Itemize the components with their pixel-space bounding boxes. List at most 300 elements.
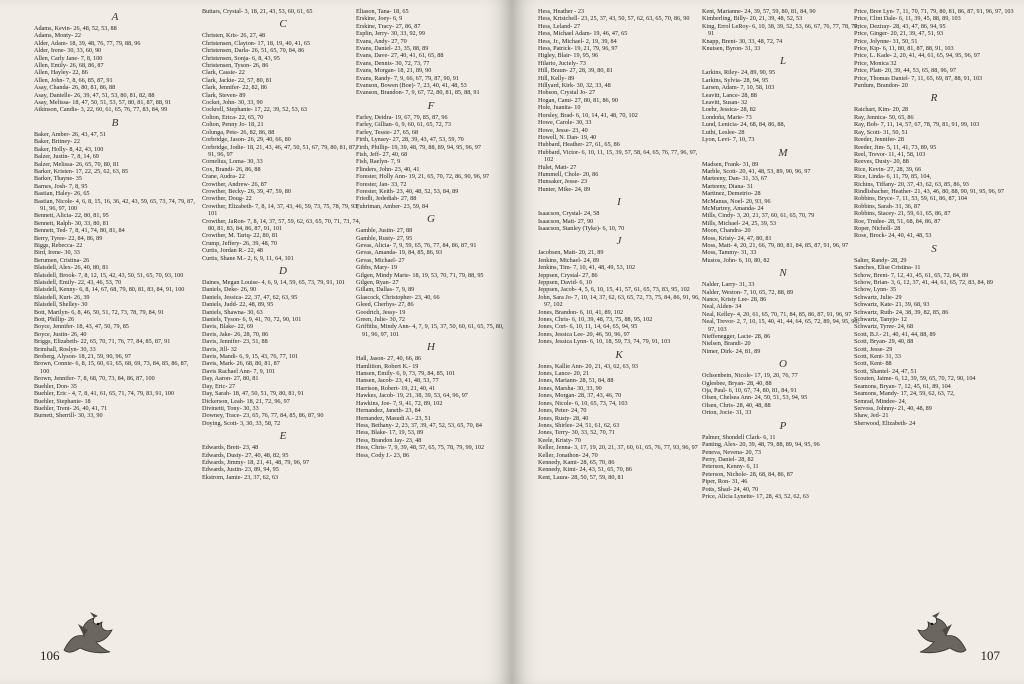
index-entry: Moss, Tammy- 31, 33 — [702, 249, 757, 257]
index-entry: Evans, Andy- 27, 70 — [356, 37, 407, 45]
section-letter: F — [427, 99, 435, 112]
page-number: 106 — [40, 648, 60, 663]
index-entry: Baker, Holly- 8, 42, 43, 100 — [34, 145, 104, 153]
section-letter: P — [779, 419, 787, 432]
index-entry: Ray, Jennica- 50, 65, 86 — [854, 113, 914, 121]
index-entry: Burnett, Sherrill- 30, 33, 90 — [34, 412, 103, 420]
index-entry: Gibbs, Mary- 19 — [356, 264, 398, 272]
index-entry: Schwartz, Ruth- 24, 38, 39, 82, 85, 86 — [854, 308, 949, 316]
index-entry: Hall, Jason- 27, 40, 66, 86 — [356, 355, 422, 363]
index-entry: Bennett, Alicia- 22, 80, 81, 95 — [34, 212, 109, 220]
index-entry: Kennedy, Kami- 28, 65, 70, 86 — [538, 458, 615, 466]
index-entry: Blaisdell, Alex- 26, 40, 80, 81 — [34, 264, 109, 272]
index-entry: Berry, Tyree- 22, 84, 86, 89 — [34, 234, 103, 242]
index-entry: Colton, Penny Jo- 18, 21 — [202, 121, 264, 129]
index-entry: McManus, Noel- 20, 93, 96 — [702, 197, 771, 205]
index-entry: Gleed, Cherhys- 27, 86 — [356, 301, 414, 309]
section-letter: G — [427, 213, 435, 226]
index-entry: Madsen, Frank- 31, 89 — [702, 160, 759, 168]
index-entry: Davis, Jake- 26, 28, 70, 86 — [202, 330, 269, 338]
index-entry: Nieffenegger, Lacie- 28, 86 — [702, 333, 771, 341]
index-entry: Forester, Jan- 33, 72 — [356, 180, 407, 188]
index-entry: Moss, Kristy- 24, 47, 80, 81 — [702, 234, 772, 242]
index-entry: Jones, Lance- 20, 21 — [538, 370, 590, 378]
index-entry: Downey, Trace- 23, 65, 76, 77, 84, 85, 86, 87, 90 — [202, 412, 324, 420]
index-entry: Nance, Kristy Lee- 28, 86 — [702, 296, 767, 303]
index-entry: Luthi, Leslee- 28 — [702, 128, 745, 136]
index-entry: Purdum, Brandon- 20 — [854, 82, 908, 90]
index-entry: Crowther, Andrew- 26, 87 — [202, 180, 267, 188]
index-entry: Jones, Jessica Lee- 20, 46, 50, 96, 97 — [538, 330, 630, 338]
index-entry: Hansen, Jacob- 23, 41, 48, 53, 77 — [356, 377, 439, 385]
index-entry: Esplin, Jerry- 30, 33, 92, 99 — [356, 30, 425, 38]
index-entry: Richins, Tiffany- 20, 37, 43, 62, 63, 85, 86, 93 — [854, 180, 969, 188]
index-entry: Larkins, Sylvia- 28, 94, 95 — [702, 76, 769, 84]
index-entry: Gamble, Rusty- 27, 95 — [356, 234, 413, 242]
index-entry: Kennedy, Kimi- 24, 43, 51, 65, 70, 86 — [538, 466, 632, 474]
index-entry: Knapp, Brent- 30, 33, 48, 72, 74 — [702, 37, 783, 45]
index-entry: Day, Sarah- 18, 47, 50, 51, 79, 80, 81, 91 — [202, 390, 304, 398]
index-entry: Biggs, Rebecca- 22 — [34, 241, 83, 249]
index-entry: Fish, Raelyn- 7, 9 — [356, 158, 401, 166]
index-entry: Boyce, Jennifer- 18, 43, 47, 50, 79, 85 — [34, 323, 129, 331]
index-entry: Bennett, Ted- 7, 8, 41, 74, 80, 81, 84 — [34, 227, 125, 235]
index-column — [356, 8, 506, 459]
index-entry: Jones, Kallie Ann- 20, 21, 43, 62, 63, 93 — [538, 362, 639, 370]
section-letter: B — [111, 116, 119, 129]
index-entry: Semrad, Mindee- 24, — [854, 397, 907, 405]
index-entry: Nalder, Larry- 31, 33 — [702, 281, 755, 289]
index-entry: Farley, Gillian- 6, 9, 60, 61, 65, 72, 73 — [356, 121, 451, 129]
index-entry: Seamons, Bryan- 7, 12, 45, 61, 89, 104 — [854, 382, 951, 390]
index-entry: Blaisdell, Brook- 7, 8, 12, 15, 42, 43, 50, 51, 65, 70, 93, 100 — [34, 271, 184, 279]
index-entry: Alder, Adam- 18, 39, 48, 76, 77, 79, 88, 96 — [34, 39, 141, 47]
index-entry: Schow, Lynn- 35 — [854, 286, 897, 294]
index-entry: Edwards, Brett- 23, 48 — [202, 444, 259, 452]
index-entry: Ekstrom, Jamie- 23, 37, 62, 63 — [202, 473, 279, 481]
index-entry: Jones, Brandon- 6, 10, 41, 89, 102 — [538, 308, 624, 316]
index-entry: Schwartz, Tanyjo- 12 — [854, 316, 907, 324]
index-entry: Price, Bree Lyn- 7, 11, 70, 71, 79, 80, 81, 86, 87, 91, 96, 97, 103 — [854, 8, 1014, 15]
index-entry: Hawkins, Joe- 7, 9, 41, 72, 89, 102 — [356, 399, 443, 407]
index-entry: Jones, Nicole- 6, 10, 65, 73, 74, 103 — [538, 399, 628, 407]
index-entry: Hess, Kristchell- 23, 25, 37, 43, 50, 57, 62, 63, 65, 70, 86, 90 — [538, 15, 690, 23]
index-entry: Peterson, Kenny- 6, 11 — [702, 463, 759, 471]
index-entry: Evans, Dennis- 30, 72, 73, 77 — [356, 59, 430, 67]
index-entry: Hunsaker, Jesse- 23 — [538, 178, 588, 186]
index-entry: Sherwood, Elizabeth- 24 — [854, 419, 916, 427]
index-entry: Hubbard, Heather- 27, 61, 65, 86 — [538, 141, 620, 149]
index-entry: Baker, Britney- 22 — [34, 138, 80, 146]
index-entry: Scott, Shantel- 24, 47, 51 — [854, 367, 917, 375]
index-entry: Isaacson, Stanley (Tyke)- 6, 10, 70 — [538, 224, 625, 232]
index-entry: Asay, Danielle- 26, 39, 47, 51, 53, 80, 81, 82, 88 — [34, 91, 155, 99]
index-entry: Balzer, Melissa- 26, 65, 70, 80, 81 — [34, 160, 120, 168]
index-entry: Hernandez, Masudi A.- 23, 51 — [356, 414, 431, 422]
index-entry: Hubbard, Victor- 6, 10, 11, 15, 39, 57, 58, 64, 65, 76, 77, 96, 97, 102 — [538, 148, 698, 164]
index-entry: Hess, Leland- 27 — [538, 22, 581, 30]
index-entry: Robbins, Stacey- 21, 59, 61, 65, 86, 87 — [854, 210, 951, 218]
index-entry: Asay, Chanda- 26, 80, 81, 86, 88 — [34, 84, 116, 92]
index-entry: Scott, Bryan- 29, 40, 88 — [854, 338, 914, 346]
index-entry: Evans, Daniel- 23, 35, 88, 89 — [356, 45, 429, 53]
index-entry: Hamlition, Robert K.- 19 — [356, 362, 419, 370]
index-entry: Jones, Morgan- 28, 37, 43, 46, 70 — [538, 392, 622, 400]
section-letter: I — [617, 196, 621, 209]
index-entry: Marteeny, Dan- 31, 33, 67 — [702, 175, 768, 183]
index-column — [854, 8, 1014, 427]
index-entry: Davis, Mandi- 6, 9, 15, 43, 76, 77, 101 — [202, 353, 299, 361]
index-entry: Christensen, Darla- 26, 51, 65, 70, 84, 86 — [202, 47, 305, 55]
index-entry: Gilgen, Ryan- 27 — [356, 279, 399, 286]
index-entry: Bott, Marilyn- 6, 8, 46, 50, 51, 72, 73, 78, 79, 84, 91 — [34, 308, 165, 316]
index-entry: Brown, Jennifer- 7, 8, 68, 70, 73, 84, 86, 87, 100 — [34, 375, 155, 383]
section-letter: N — [779, 267, 787, 280]
index-entry: Evanson, Brandon- 7, 9, 67, 72, 80, 81, 85, 88, 91 — [356, 89, 480, 97]
index-entry: Gevas, Amanda- 19, 84, 85, 86, 93 — [356, 249, 443, 257]
index-column — [202, 8, 364, 481]
index-column — [34, 8, 196, 420]
index-entry: Jones, Marsha- 30, 33, 90 — [538, 384, 602, 392]
index-entry: Hess, Jr., Michael- 2, 19, 39, 84 — [538, 37, 617, 45]
index-entry: Baker, Amber- 26, 43, 47, 51 — [34, 130, 106, 138]
index-entry: Christensen, Sonja- 6, 8, 43, 95 — [202, 54, 280, 62]
index-entry: Jenkins, Tim- 7, 10, 41, 48, 49, 53, 102 — [538, 264, 636, 272]
index-entry: Schow, Brian- 3, 6, 12, 37, 41, 44, 61, 65, 72, 83, 84, 89 — [854, 279, 993, 286]
index-entry: Glascock, Christopher- 23, 40, 66 — [356, 293, 440, 301]
index-entry: Price, Thomas Daniel- 7, 11, 65, 69, 87, 88, 91, 103 — [854, 74, 983, 82]
index-entry: Doying, Scott- 3, 30, 33, 58, 72 — [202, 419, 281, 427]
index-entry: Cocket, John- 30, 33, 90 — [202, 99, 263, 107]
index-entry: Buttars, Crystal- 3, 18, 21, 43, 53, 60, 61, 65 — [202, 8, 313, 15]
index-entry: Oja, Paul- 6, 10, 67, 74, 80, 81, 84, 91 — [702, 387, 797, 395]
index-entry: Davis, Blake- 22, 69 — [202, 323, 254, 331]
index-entry: Perry, Daniel- 28, 82 — [702, 455, 754, 463]
section-letter: K — [615, 348, 623, 361]
index-entry: Schow, Brent- 7, 12, 41, 45, 61, 65, 72, 84, 89 — [854, 271, 969, 279]
index-entry: Eliason, Tana- 18, 65 — [356, 8, 409, 15]
index-entry: Daniels, Jessica- 22, 37, 47, 62, 63, 95 — [202, 293, 298, 301]
index-entry: Jacobsen, Matt- 20, 21, 89 — [538, 249, 604, 257]
index-entry: Bennett, Ralph- 30, 33, 80, 81 — [34, 219, 109, 227]
section-letter: R — [930, 92, 938, 105]
index-entry: Day, Eric- 27 — [202, 382, 236, 390]
index-entry: Davis Rachael Ann- 7, 9, 101 — [202, 367, 276, 375]
index-entry: Marble, Scott- 20, 41, 48, 53, 89, 90, 96, 97 — [702, 167, 811, 175]
index-entry: Price, Monica 32 — [854, 59, 897, 67]
index-entry: Blaisdell, Shelley- 30 — [34, 301, 88, 309]
index-entry: Allen, John- 7, 8, 66, 85, 87, 91 — [34, 76, 113, 84]
index-entry: Reel, Trevor- 11, 41, 58, 103 — [854, 150, 926, 158]
index-entry: Horsley, Brad- 6, 10, 14, 41, 48, 70, 102 — [538, 111, 638, 119]
index-entry: Edwards, Dusty- 27, 40, 48, 82, 95 — [202, 451, 289, 459]
index-entry: Firth, Phillip- 19, 39, 48, 79, 88, 89, 94, 95, 96, 97 — [356, 143, 481, 151]
index-entry: Hess, Heather - 23 — [538, 8, 585, 15]
index-entry: Firth, Lynsey- 27, 28, 39, 43, 47, 53, 59, 70 — [356, 136, 464, 144]
index-entry: Davis, Jill- 32 — [202, 345, 237, 353]
index-entry: Price, Kip- 6, 11, 80, 81, 87, 88, 91, 103 — [854, 45, 954, 53]
section-letter: L — [779, 55, 787, 68]
index-entry: Cockrell, Stephanie- 17, 22, 39, 52, 53, 63 — [202, 106, 308, 114]
index-entry: Orton, Jocie- 31, 33 — [702, 409, 752, 417]
index-entry: Corbridge, Jason- 26, 29, 40, 66, 80 — [202, 136, 291, 144]
index-entry: Hess, Chris- 7, 9, 39, 48, 57, 65, 75, 78, 79, 99, 102 — [356, 444, 485, 452]
index-entry: Neal, Kelley- 4, 20, 61, 65, 70, 71, 84, 85, 86, 87, 91, 96, 97 — [702, 310, 852, 318]
index-entry: Neal, Trevor- 2, 7, 10, 15, 40, 41, 44, 64, 65, 72, 89, 94, 95, 96, 97, 103 — [702, 318, 859, 333]
index-entry: Green, Julie- 30, 72 — [356, 316, 405, 324]
index-entry: Cox, Brandi- 26, 86, 88 — [202, 165, 261, 173]
index-entry: Flinders, John- 23, 40, 41 — [356, 165, 420, 173]
index-entry: Schwartz, Kate- 21, 39, 68, 93 — [854, 301, 930, 309]
index-entry: Adams, Kevin- 26, 48, 52, 53, 88 — [34, 25, 117, 32]
index-entry: Jeppsen, Crystal- 27, 86 — [538, 271, 598, 279]
index-entry: Rose, Brock- 24, 40, 41, 48, 53 — [854, 232, 932, 240]
index-entry: Hulet, Matt- 27 — [538, 163, 577, 171]
index-entry: Price, Alicia Lynette- 17, 28, 43, 52, 62, 63 — [702, 492, 809, 500]
index-entry: Robbins, Sarah- 31, 36, 87 — [854, 202, 921, 210]
index-entry: Howe, Jesse- 23, 40 — [538, 126, 588, 134]
index-entry: Seamons, Mandy- 17, 24, 59, 62, 63, 72, — [854, 390, 955, 398]
index-entry: Hilario, Juciely- 73 — [538, 59, 586, 67]
index-entry: Marteeny, Diana- 31 — [702, 182, 753, 190]
index-entry: Sanches, Elise Cristina- 11 — [854, 264, 921, 272]
index-entry: Higley, Blair- 19, 95, 96 — [538, 52, 599, 60]
index-entry: Reeves, Dusty- 20, 88 — [854, 158, 909, 166]
index-entry: Barnes, Josh- 7, 8, 95 — [34, 182, 88, 190]
index-entry: Blaisdell, Kenny- 6, 8, 14, 67, 68, 79, 80, 81, 83, 84, 91, 100 — [34, 286, 185, 294]
section-letter: E — [279, 430, 287, 443]
index-entry: Gevas, Alicia- 7, 9, 59, 65, 76, 77, 84, 86, 87, 91 — [356, 241, 477, 249]
index-entry: Hogan, Cami- 27, 80, 81, 86, 90 — [538, 96, 618, 104]
index-entry: Jones, Shirlee- 24, 51, 61, 62, 63 — [538, 421, 620, 429]
index-entry: Hernandez, Janeth- 23, 84 — [356, 407, 421, 415]
index-entry: Buehler, Eric - 4, 7, 8, 41, 61, 65, 71, 74, 79, 83, 91, 100 — [34, 390, 174, 398]
index-entry: Leavitt, Susan- 32 — [702, 99, 748, 107]
index-entry: Kent, Laura- 28, 50, 57, 59, 80, 81 — [538, 473, 624, 481]
index-entry: Brimhall, Roslyn- 30, 33 — [34, 345, 96, 353]
index-entry: Allen, Carly Jane- 7, 8, 100 — [34, 54, 103, 62]
index-entry: Nielsen, Brandi- 20 — [702, 340, 751, 348]
index-entry: Mustos, John- 6, 10, 80, 82 — [702, 256, 770, 264]
index-entry: Rice, Kevin- 27, 28, 39, 66 — [854, 165, 922, 173]
index-entry: Curtis, Shane M.- 2, 6, 9, 11, 64, 101 — [202, 254, 294, 262]
index-entry: Jeppsen, David- 6, 10 — [538, 279, 592, 286]
index-entry: Ray, Scott- 31, 50, 51 — [854, 128, 908, 136]
index-entry: Peneva, Nevena- 20, 73 — [702, 448, 761, 456]
index-entry: Colunga, Pete- 26, 82, 86, 88 — [202, 128, 275, 136]
index-entry: Daniels, Deke- 26, 90 — [202, 286, 257, 294]
index-entry: McMurtrey, Amanda- 24 — [702, 204, 764, 212]
section-letter: M — [778, 146, 788, 159]
section-letter: S — [931, 242, 937, 255]
index-entry: Londoña, Marie- 73 — [702, 113, 752, 121]
index-entry: Ochsenbein, Nicole- 17, 19, 20, 76, 77 — [702, 372, 798, 380]
index-entry: Fish, Jeff- 27, 40, 68 — [356, 150, 408, 158]
index-entry: Rindlisbacher, Heather- 21, 43, 46, 80, 88, 90, 91, 95, 96, 97 — [854, 187, 1004, 195]
index-entry: Shaw, Jed- 21 — [854, 412, 889, 420]
index-entry: Leavitt, Lance- 28, 88 — [702, 91, 757, 99]
index-entry: Rice, Linda- 6, 11, 79, 85, 104, — [854, 173, 932, 181]
index-entry: Hunter, Mike- 24, 89 — [538, 185, 591, 193]
index-entry: Clark, Jackie- 22, 57, 80, 81 — [202, 76, 272, 84]
index-entry: Hess, Patrick- 19, 21, 79, 96, 97 — [538, 45, 618, 53]
index-entry: Scott, Kent- 88 — [854, 360, 892, 368]
index-entry: Crowther, Elizabeth- 7, 8, 14, 37, 43, 46, 59, 73, 75, 78, 79, 93, 101 — [202, 202, 359, 218]
index-entry: Hess, Blake- 17, 19, 53, 89 — [356, 429, 424, 437]
index-entry: Price, Jolynne- 31, 50, 51 — [854, 37, 918, 45]
index-entry: Ray, Bob- 7, 11, 14, 57, 67, 78, 79, 81, 91, 99, 103 — [854, 121, 980, 129]
index-entry: Goodrich, Jessy- 19 — [356, 308, 406, 316]
section-letter: A — [111, 11, 119, 23]
index-entry: Daines, Megan Louise- 4, 6, 9, 14, 59, 65, 73, 79, 91, 101 — [202, 279, 345, 286]
index-entry: Gevas, Michael- 27 — [356, 256, 405, 264]
index-entry: Knutsen, Byron- 31, 33 — [702, 45, 761, 53]
index-entry: Panting, Alex- 20, 39, 48, 79, 88, 89, 94, 95, 96 — [702, 441, 820, 449]
index-entry: Buehler, Stephanie- 18 — [34, 397, 91, 405]
index-entry: Isaacson, Matt- 27, 90 — [538, 217, 594, 225]
index-entry: Kimberling, Billy- 20, 21, 39, 48, 52, 53 — [702, 15, 803, 23]
index-entry: Crowther, Doug- 22 — [202, 195, 252, 203]
index-entry: Crowther, Becky- 26, 39, 47, 59, 80 — [202, 187, 291, 195]
index-entry: Servoss, Johnny- 21, 40, 48, 89 — [854, 404, 932, 412]
index-entry: Mills, Cindy- 3, 20, 21, 37, 60, 61, 65, 70, 79 — [702, 212, 815, 220]
index-entry: Adams, Monty- 22 — [34, 32, 81, 40]
index-entry: Bird, Irene- 30, 33 — [34, 249, 80, 257]
index-entry: Barker, Thayne- 35 — [34, 175, 82, 183]
section-letter: C — [279, 18, 287, 31]
index-entry: Hawkes, Jacob- 19, 21, 38, 39, 53, 64, 96, 97 — [356, 392, 468, 400]
index-entry: Price, Deziray- 28, 43, 47, 86, 94, 95 — [854, 22, 946, 30]
index-entry: Hole, Juanita- 10 — [538, 104, 581, 112]
index-entry: Mills, Michael- 24, 25, 39, 53 — [702, 219, 777, 227]
index-entry: John, Sara Jo- 7, 10, 14, 37, 62, 63, 65, 72, 73, 75, 84, 86, 91, 96, 97, 102 — [538, 293, 700, 309]
index-entry: Davis, Jennifer- 23, 51, 88 — [202, 338, 268, 346]
index-entry: Keele, Kristy- 70 — [538, 436, 581, 444]
index-entry: Hess, Cody J.- 23, 86 — [356, 451, 410, 459]
index-entry: Friedli, Jedediah- 27, 88 — [356, 195, 417, 203]
index-entry: Schwartz, Tyree- 24, 68 — [854, 323, 914, 331]
index-entry: Olsen, Chris- 28, 40, 48, 88 — [702, 401, 771, 409]
index-entry: Clark, Cassie- 22 — [202, 69, 245, 77]
index-entry: Jones, Peter- 24, 70 — [538, 407, 587, 415]
index-entry: Gillam, Dallas- 7, 9, 89 — [356, 286, 415, 294]
index-entry: Daniels, Judd- 22, 48, 89, 95 — [202, 301, 274, 309]
index-entry: Edwards, Jimmy- 18, 21, 41, 48, 79, 96, 97 — [202, 458, 310, 466]
index-entry: Crowther, M. Tariq- 22, 80, 81 — [202, 232, 279, 240]
index-entry: Evanson, Bowen (Boe)- 7, 23, 40, 41, 48, 53 — [356, 82, 467, 90]
index-entry: Piper, Ron- 31, 46 — [702, 478, 748, 486]
index-entry: Broberg, Alyson- 18, 21, 59, 90, 96, 97 — [34, 353, 131, 361]
index-entry: Blaisdell, Emily- 22, 43, 46, 53, 70 — [34, 279, 122, 286]
index-entry: Buehler, Trent- 26, 40, 41, 71 — [34, 404, 108, 412]
index-entry: Daniels, Tyson- 6, 9, 41, 70, 72, 90, 101 — [202, 316, 302, 324]
section-letter: J — [616, 235, 622, 248]
index-entry: Allen, Hayley- 22, 86 — [34, 69, 88, 77]
index-entry: Price, Clint Dale- 6, 11, 39, 45, 88, 89, 103 — [854, 15, 961, 23]
index-entry: Crump, Jeffery- 26, 39, 48, 70 — [202, 239, 277, 247]
index-entry: Clark, Steven- 89 — [202, 91, 246, 99]
index-entry: Crowther, JaRon- 7, 8, 14, 37, 57, 59, 62, 63, 65, 70, 71, 73, 74, 80, 81, 83, 84, 86, 87, 91, 101 — [202, 217, 361, 232]
section-letter: D — [279, 265, 287, 277]
index-entry: Price, Ginger- 20, 21, 39, 47, 51, 93 — [854, 30, 944, 38]
index-entry: Scott, B.J.- 21, 40, 41, 44, 88, 89 — [854, 330, 936, 338]
index-entry: Scott, Jesse- 29 — [854, 345, 893, 353]
index-entry: Evans, Morgan- 18, 21, 89, 90 — [356, 67, 432, 75]
index-entry: Cornelius, Loma- 30, 33 — [202, 158, 263, 166]
index-entry: King, Errol LeRoy- 6, 10, 38, 39, 52, 53, 66, 67, 76, 77, 78, 79, 91 — [702, 22, 859, 38]
index-entry: Moon, Chandra- 20 — [702, 227, 751, 235]
dragon-icon — [914, 612, 970, 656]
index-entry: Forester, Holly Ann- 19, 21, 65, 70, 72, 86, 90, 96, 97 — [356, 173, 490, 181]
index-entry: Edwards, Justin- 23, 89, 94, 95 — [202, 466, 279, 474]
index-entry: Balzer, Justin- 7, 8, 14, 69 — [34, 153, 99, 161]
index-entry: Davis, Mark- 26, 68, 80, 81, 87 — [202, 360, 280, 368]
index-entry: Curtis, Jordan R.- 22, 48 — [202, 247, 264, 255]
index-entry: Olsen, Chelsea Ann- 24, 50, 51, 53, 94, 95 — [702, 394, 808, 402]
index-entry: Hess, Brandon Jay- 23, 48 — [356, 436, 422, 444]
index-entry: Evans, Dave- 27, 40, 41, 61, 65, 88 — [356, 52, 444, 60]
index-entry: Divinetti, Tony- 30, 33 — [202, 404, 259, 412]
index-entry: Raichart, Kim- 20, 28 — [854, 106, 909, 114]
index-entry: Boyce, Justin- 26, 40 — [34, 330, 87, 338]
index-entry: Scouten, Jaime- 6, 12, 39, 59, 65, 70, 72, 90, 104 — [854, 375, 976, 383]
index-entry: Corbridge, Jodie- 18, 21, 43, 46, 47, 50, 51, 67, 79, 80, 81, 87, 91, 96, 97 — [202, 143, 357, 158]
index-entry: Brown, Connie- 6, 8, 15, 60, 61, 65, 68, 69, 73, 84, 85, 86, 87, 100 — [34, 360, 189, 375]
index-entry: Jones, Terry- 30, 33, 52, 70, 71 — [538, 429, 615, 437]
dragon-icon — [60, 612, 116, 656]
index-entry: Bastian, Haley- 26, 65 — [34, 190, 90, 198]
index-entry: Jones, Mariann- 28, 51, 84, 88 — [538, 377, 614, 385]
index-entry: Griffiths, Mindy Ann- 4, 7, 9, 15, 37, 50, 60, 61, 65, 75, 80, 91, 96, 97, 101 — [356, 323, 504, 338]
index-entry: Christensen, Tyson- 26, 86 — [202, 62, 269, 70]
index-entry: Atkinson, Candis- 3, 22, 60, 61, 65, 76, 77, 83, 84, 99 — [34, 106, 168, 114]
index-entry: Dickerson, Leah- 18, 21, 72, 96, 97 — [202, 397, 290, 405]
index-entry: Kent, Marianne- 24, 39, 57, 59, 80, 81, 84, 90 — [702, 8, 816, 15]
index-entry: Crane, Audra- 22 — [202, 173, 245, 181]
index-entry: Hobson, Crystal Jo- 27 — [538, 89, 596, 97]
index-entry: Howe, Carole- 30, 33 — [538, 119, 592, 127]
index-entry: Hess, Michael Adam- 19, 46, 47, 65 — [538, 30, 628, 38]
index-entry: Blaisdell, Kurt- 26, 39 — [34, 293, 90, 301]
index-entry: Larkins, Riley- 24, 89, 90, 95 — [702, 69, 776, 77]
index-entry: Farley, Deidra- 19, 67, 79, 85, 87, 96 — [356, 113, 448, 121]
index-entry: Berumen, Cristina- 26 — [34, 256, 90, 264]
index-entry: Jones, Cort- 6, 10, 11, 14, 64, 65, 94, 95 — [538, 323, 638, 331]
index-entry: Keller, Jonathon- 24, 70 — [538, 451, 598, 459]
index-entry: Hess, Bethany- 2, 23, 37, 39, 47, 52, 53, 65, 70, 84 — [356, 421, 482, 429]
index-entry: Price, L. Kade- 2, 20, 41, 44, 61, 65, 94, 95, 96, 97 — [854, 52, 980, 60]
index-entry: Peterson, Nichole- 28, 68, 84, 86, 87 — [702, 470, 793, 478]
index-entry: Harrison, Robert- 19, 21, 40, 41 — [356, 384, 436, 392]
index-entry: Larsen, Adam- 7, 10, 58, 103 — [702, 84, 775, 92]
index-entry: Loehr, Jessica- 28, 82 — [702, 106, 756, 114]
index-entry: Isaacson, Crystal- 24, 58 — [538, 210, 600, 218]
index-entry: Potts, Shad- 24, 40, 70 — [702, 485, 759, 493]
index-entry: Neal, Alden- 34 — [702, 303, 742, 311]
index-entry: Fuhriman, Amber- 23, 59, 84 — [356, 202, 429, 210]
index-entry: Jenkins, Michael- 24, 89 — [538, 256, 600, 264]
index-entry: Bott, Phillip- 26 — [34, 316, 75, 324]
index-entry: Palmer, Shondell Clark- 6, 11 — [702, 433, 776, 441]
index-entry: Briggs, Elizabeth- 22, 65, 70, 71, 76, 77, 84, 85, 87, 91 — [34, 338, 171, 346]
index-entry: Oglesbee, Bryan- 28, 40, 88 — [702, 379, 772, 387]
index-entry: Nimer, Dirk- 24, 81, 89 — [702, 347, 761, 355]
index-entry: Daniels, Shawna- 30, 63 — [202, 308, 263, 316]
index-entry: Gamble, Justin- 27, 88 — [356, 227, 413, 235]
index-column — [702, 8, 864, 500]
section-letter: O — [779, 358, 787, 371]
index-entry: Forester, Keith- 23, 40, 48, 52, 53, 84, 89 — [356, 187, 459, 195]
